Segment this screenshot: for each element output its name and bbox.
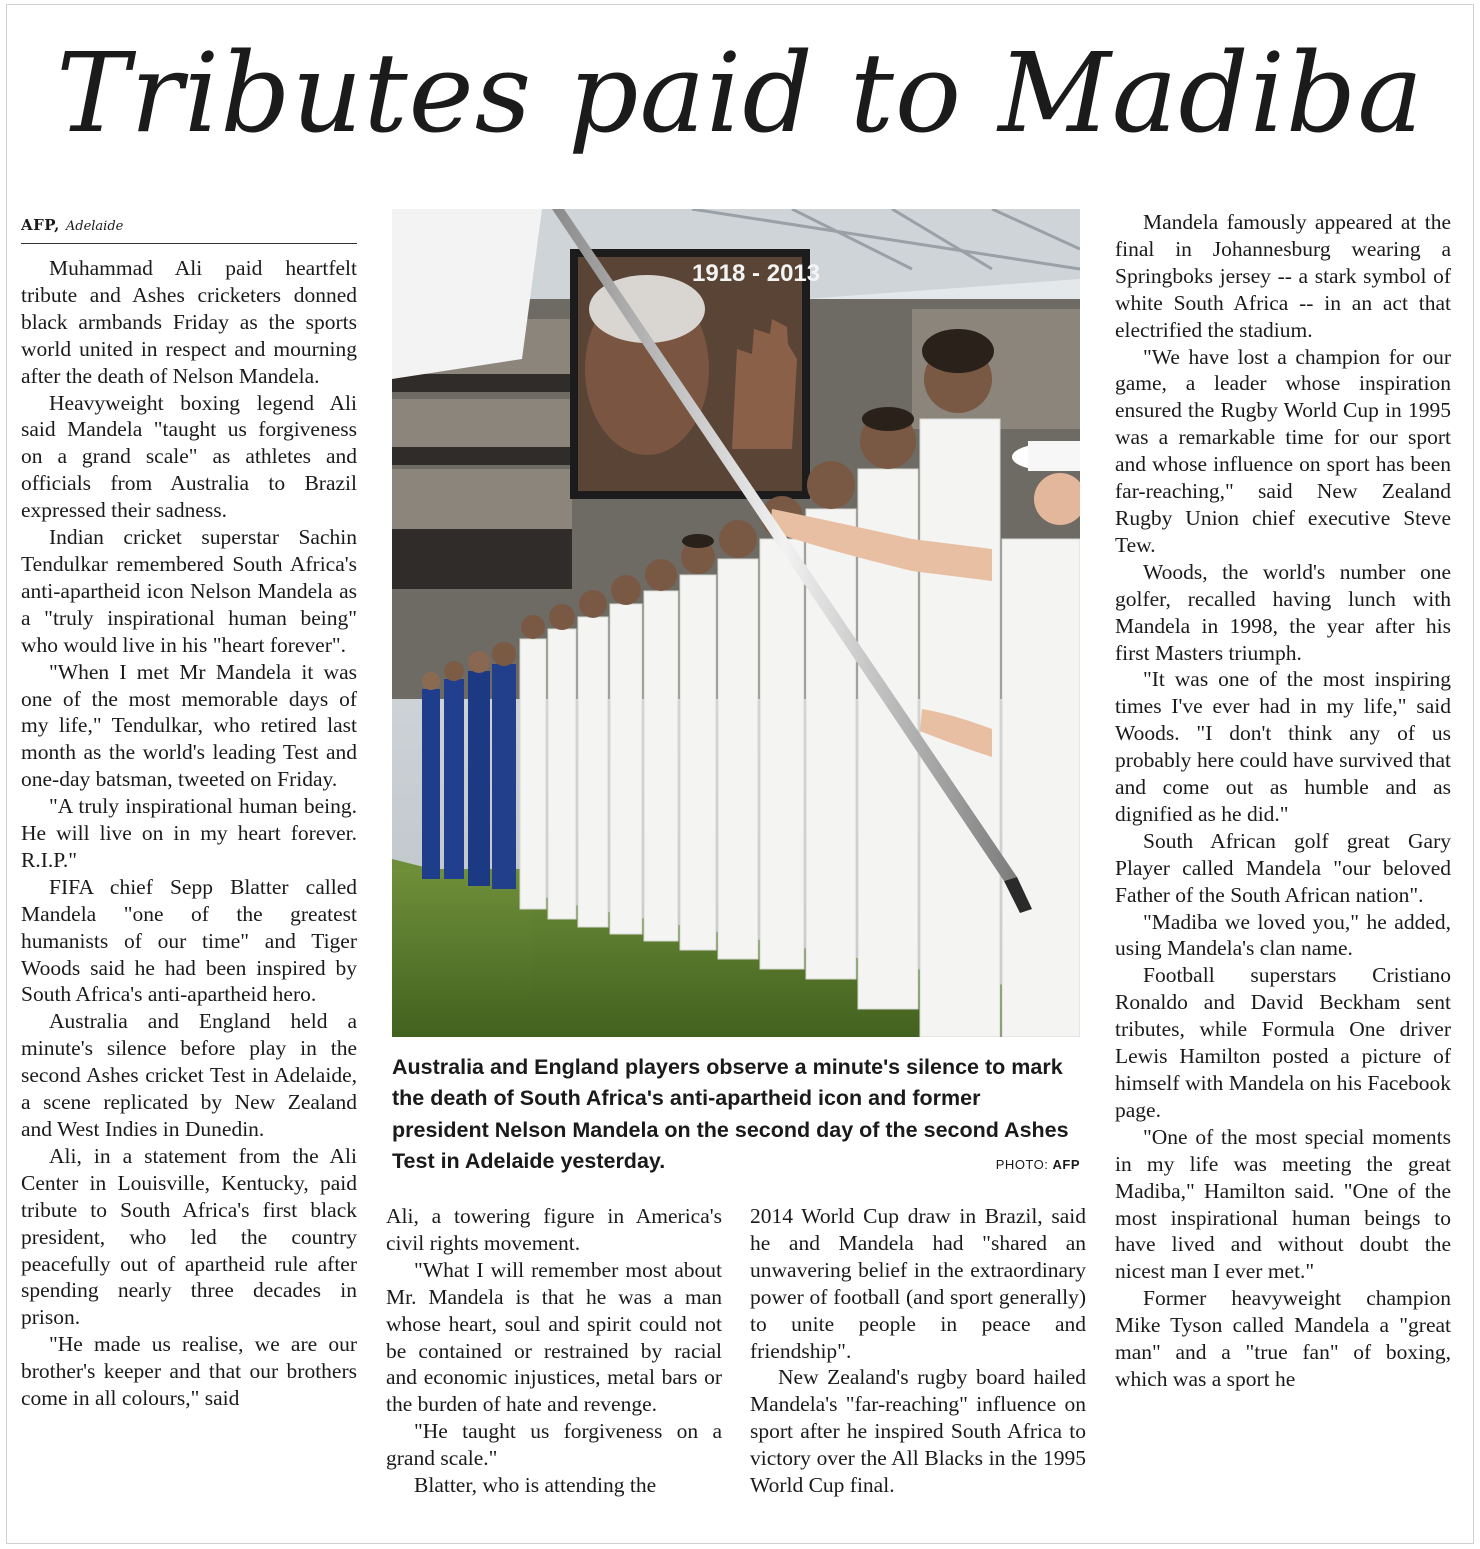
paragraph: Heavyweight boxing legend Ali said Mandela "taught us forgiveness on a grand scale" as athletes and officials from Australia to Brazil expressed their sadness. bbox=[21, 390, 357, 523]
paragraph: Ali, a towering figure in America's civil rights movement. bbox=[386, 1204, 722, 1255]
news-photo bbox=[392, 209, 1080, 1037]
paragraph: "He taught us forgiveness on a grand scale." bbox=[386, 1419, 722, 1471]
article-column-3 bbox=[750, 1203, 1086, 1499]
scoreboard-years: 1918 - 2013 bbox=[692, 260, 821, 287]
paragraph: Mandela famously appeared at the final in Johannesburg wearing a Springboks jersey -- a stark symbol of white South Africa -- in an act that electrified the stadium. bbox=[1115, 210, 1451, 342]
paragraph: Indian cricket superstar Sachin Tendulkar remembered South Africa's anti-apartheid icon Nelson Mandela as a "truly inspirational human being" who would live in his "heart forever". bbox=[21, 525, 357, 657]
paragraph: "What I will remember most about Mr. Mandela is that he was a man whose heart, soul and spirit could not be contained or restrained by racial and economic injustices, metal bars or the burden of hate and revenge. bbox=[386, 1257, 722, 1417]
paragraph: 2014 World Cup draw in Brazil, said he and Mandela had "shared an unwavering belief in the extraordinary power of football (and sport generally) to unite people in peace and friendship". bbox=[750, 1204, 1086, 1363]
paragraph: Ali, in a statement from the Ali Center in Louisville, Kentucky, paid tribute to South Africa's first black president, who led the country peacefully out of apartheid rule after spending nearly three decades in prison. bbox=[21, 1143, 357, 1330]
paragraph: Muhammad Ali paid heartfelt tribute and Ashes cricketers donned black armbands Friday as the sports world united in respect and mourning after the death of Nelson Mandela. bbox=[21, 256, 357, 388]
paragraph: Blatter, who is attending the bbox=[414, 1473, 657, 1498]
cricket-players-silence-image bbox=[392, 209, 1080, 1037]
photo-credit bbox=[979, 1157, 1080, 1172]
article-column-2 bbox=[386, 1203, 722, 1499]
paragraph: "It was one of the most inspiring times I've ever had in my life," said Woods. "I don't think any of us probably here could have survived that and come out as humble and as dignified as he did." bbox=[1115, 667, 1451, 826]
paragraph: "A truly inspirational human being. He will live on in my heart forever. R.I.P." bbox=[21, 794, 357, 872]
article-column-4 bbox=[1115, 209, 1451, 1393]
photo-credit-label: PHOTO: bbox=[995, 1157, 1049, 1172]
paragraph: "Madiba we loved you," he added, using Mandela's clan name. bbox=[1115, 909, 1451, 961]
photo-caption: Australia and England players observe a minute's silence to mark the death of South Africa's anti-apartheid icon and former president Nelson Mandela on the second day of the second Ashes Test in Adelaide yesterday. bbox=[392, 1055, 1069, 1174]
paragraph: Australia and England held a minute's silence before play in the second Ashes cricket Test in Adelaide, a scene replicated by New Zealand and West Indies in Dunedin. bbox=[21, 1009, 357, 1141]
paragraph: "When I met Mr Mandela it was one of the most memorable days of my life," Tendulkar, who retired last month as the world's leading Test and one-day batsman, tweeted on Friday. bbox=[21, 659, 357, 792]
byline-place: Adelaide bbox=[65, 219, 124, 234]
paragraph: Football superstars Cristiano Ronaldo and David Beckham sent tributes, while Formula One driver Lewis Hamilton posted a picture of himself with Mandela on his Facebook page. bbox=[1115, 963, 1451, 1122]
byline-agency: AFP, bbox=[21, 216, 60, 234]
paragraph: New Zealand's rugby board hailed Mandela's "far-reaching" influence on sport after he inspired South Africa to victory over the All Blacks in the 1995 World Cup final. bbox=[750, 1365, 1086, 1498]
byline bbox=[21, 213, 357, 244]
photo-credit-source: AFP bbox=[1052, 1157, 1080, 1172]
paragraph: FIFA chief Sepp Blatter called Mandela "one of the greatest humanists of our time" and Tiger Woods said he had been inspired by South Africa's anti-apartheid hero. bbox=[21, 874, 357, 1007]
headline: Tributes paid to Madiba bbox=[56, 29, 1424, 157]
paragraph: "We have lost a champion for our game, a leader whose inspiration ensured the Rugby World Cup in 1995 was a remarkable time for our sport and whose influence on sport has been far-reaching," said New Zealand Rugby Union chief executive Steve Tew. bbox=[1115, 344, 1451, 557]
article-column-1 bbox=[21, 255, 357, 1412]
paragraph: Former heavyweight champion Mike Tyson called Mandela a "great man" and a "true fan" of boxing, which was a sport he bbox=[1115, 1286, 1451, 1391]
paragraph: South African golf great Gary Player called Mandela "our beloved Father of the South African nation". bbox=[1115, 828, 1451, 907]
paragraph: "He made us realise, we are our brother's keeper and that our brothers come in all colours," said bbox=[21, 1332, 357, 1411]
paragraph: Woods, the world's number one golfer, recalled having lunch with Mandela in 1998, the year after his first Masters triumph. bbox=[1115, 559, 1451, 665]
paragraph: "One of the most special moments in my life was meeting the great Madiba," Hamilton said. "One of the most inspirational human beings to have lived and without doubt the nicest man I ever met." bbox=[1115, 1124, 1451, 1284]
